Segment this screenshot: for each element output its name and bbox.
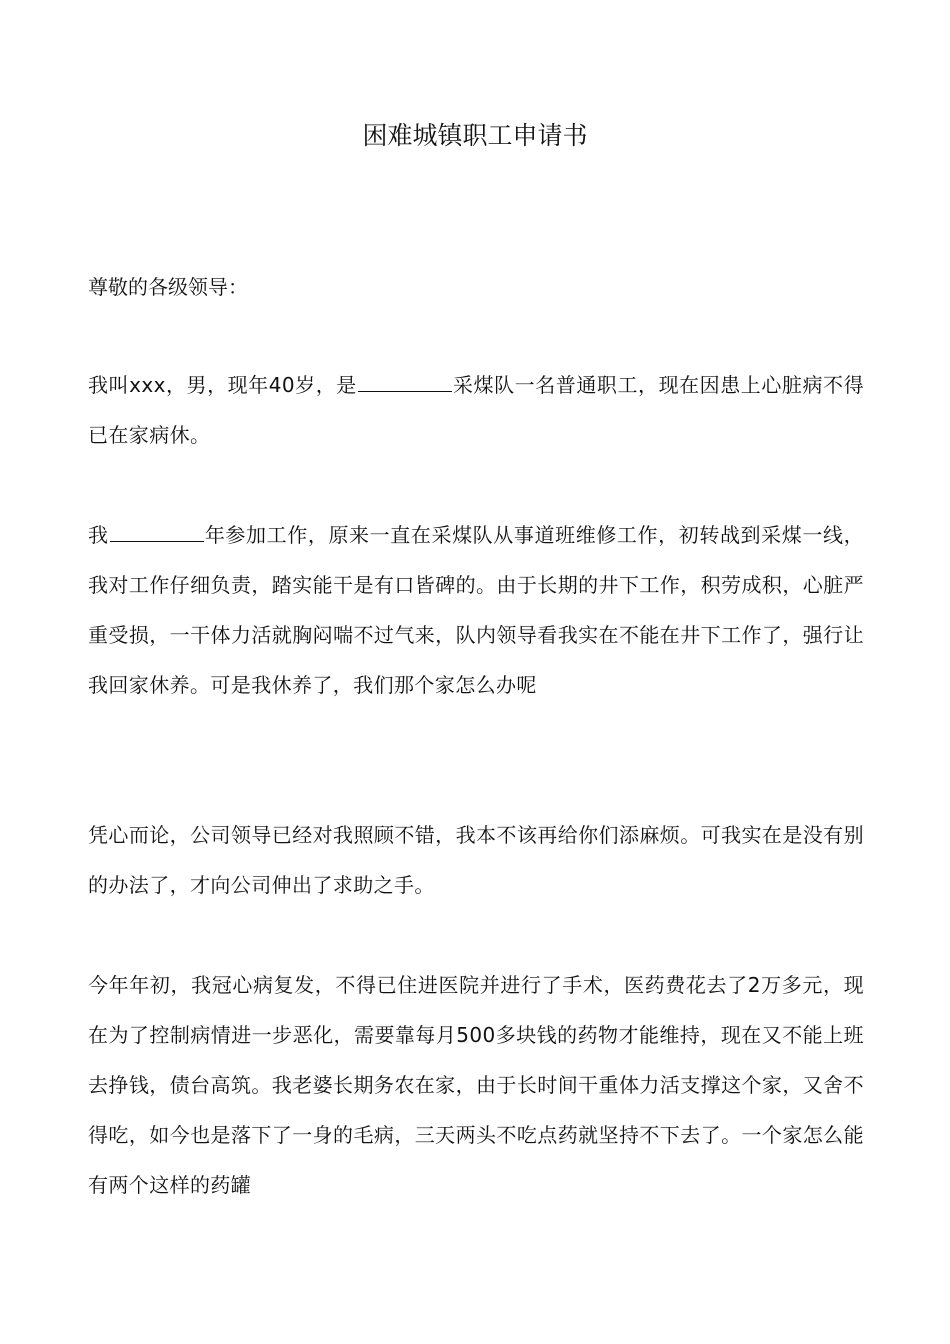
paragraph-3: 凭心而论，公司领导已经对我照顾不错，我本不该再给你们添麻烦。可我实在是没有别的办法了，才向公司伸出了求助之手。	[88, 823, 864, 897]
paragraph-2-text-end: 年参加工作，原来一直在采煤队从事道班维修工作，初转战到采煤一线，我对工作仔细负责，踏实能干是有口皆碑的。由于长期的井下工作，积劳成积，心脏严重受损，一干体力活就胸闷喘不过气来，队内领导看我实在不能在井下工作了，强行让我回家休养。可是我休养了，我们那个家怎么办呢	[88, 523, 864, 697]
fill-in-blank-year	[110, 519, 204, 542]
paragraph-2-text-start: 我	[88, 523, 109, 547]
paragraph-1	[88, 360, 864, 460]
paragraph-2	[88, 510, 864, 710]
document-title: 困难城镇职工申请书	[362, 121, 588, 150]
salutation: 尊敬的各级领导：	[88, 275, 248, 299]
paragraph-1-text-start: 我叫xxx，男，现年40岁，是	[88, 373, 357, 397]
paragraph-1-text-end: 采煤队一名普通职工，现在因患上心脏病不得已在家病休。	[88, 373, 864, 447]
paragraph-4: 今年年初，我冠心病复发，不得已住进医院并进行了手术，医药费花去了2万多元，现在为了控制病情进一步恶化，需要靠每月500多块钱的药物才能维持，现在又不能上班去挣钱，债台高筑。我老婆长期务农在家，由于长时间干重体力活支撑这个家，又舍不得吃，如今也是落下了一身的毛病，三天两头不吃点药就坚持不下去了。一个家怎么能有两个这样的药罐	[88, 973, 864, 1197]
fill-in-blank-team	[358, 369, 452, 392]
